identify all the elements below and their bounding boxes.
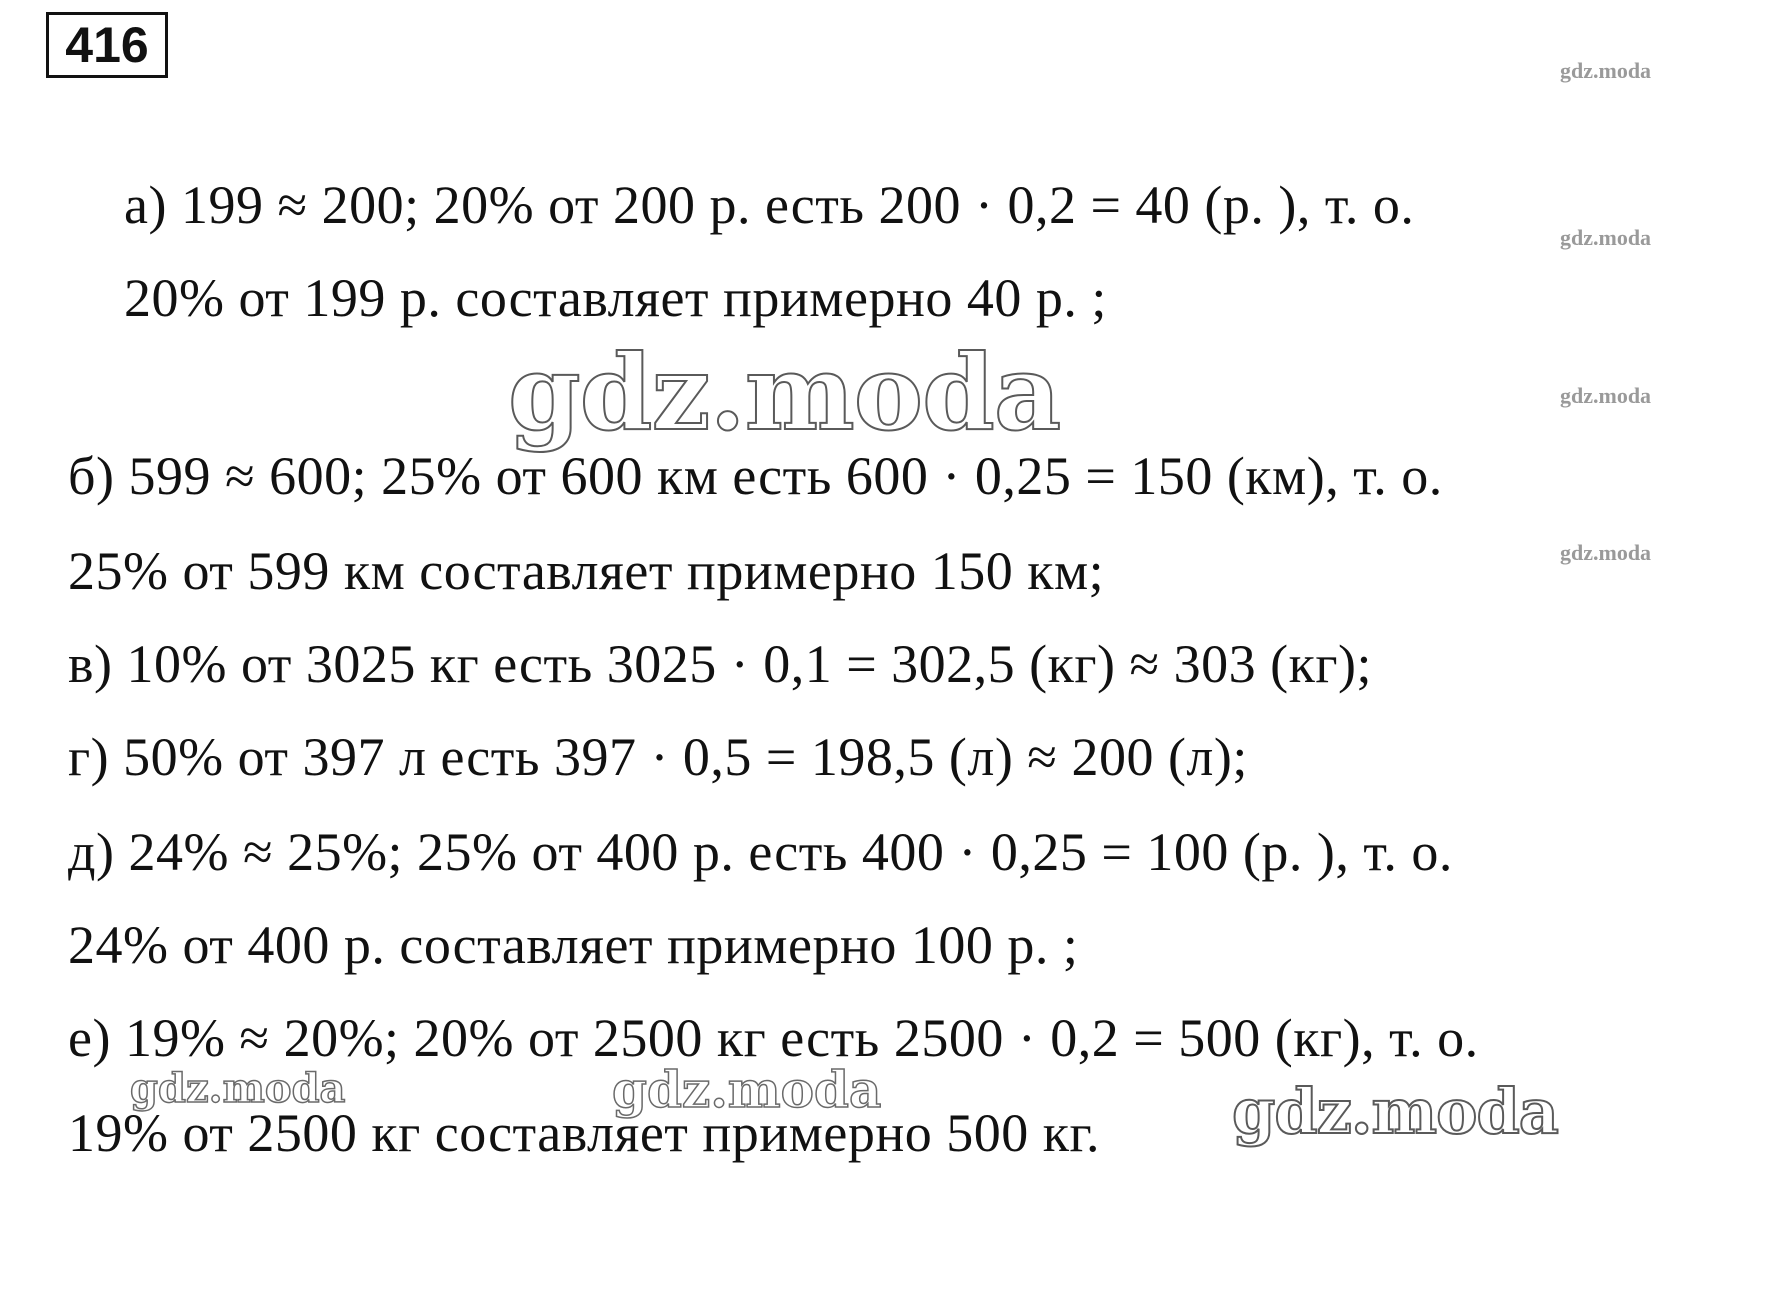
watermark-medium-1: gdz.moda	[130, 1065, 346, 1112]
line-e-2: 19% от 2500 кг составляет примерно 500 кг.	[68, 1103, 1101, 1163]
watermark-small-4: gdz.moda	[1560, 540, 1652, 565]
line-d-1: д) 24% ≈ 25%; 25% от 400 р. есть 400 · 0,25 = 100 (р. ), т. о.	[68, 822, 1453, 882]
problem-number: 416	[46, 12, 168, 78]
line-b-2: 25% от 599 км составляет примерно 150 км;	[68, 541, 1105, 601]
watermark-large-2: gdz.moda	[1232, 1075, 1558, 1148]
watermark-small-2: gdz.moda	[1560, 225, 1652, 250]
line-a-2: 20% от 199 р. составляет примерно 40 р. ;	[124, 268, 1107, 328]
watermark-small-1: gdz.moda	[1560, 58, 1652, 83]
line-e-1: е) 19% ≈ 20%; 20% от 2500 кг есть 2500 · 0,2 = 500 (кг), т. о.	[68, 1008, 1479, 1068]
line-v: в) 10% от 3025 кг есть 3025 · 0,1 = 302,5 (кг) ≈ 303 (кг);	[68, 634, 1373, 694]
watermark-small-3: gdz.moda	[1560, 383, 1652, 408]
watermark-large-1: gdz.moda	[508, 331, 1061, 454]
line-a-1: а) 199 ≈ 200; 20% от 200 р. есть 200 · 0,2 = 40 (р. ), т. о.	[124, 175, 1415, 235]
watermark-medium-2: gdz.moda	[612, 1060, 882, 1119]
line-d-2: 24% от 400 р. составляет примерно 100 р. ;	[68, 915, 1079, 975]
line-b-1: б) 599 ≈ 600; 25% от 600 км есть 600 · 0,25 = 150 (км), т. о.	[68, 446, 1443, 506]
line-g: г) 50% от 397 л есть 397 · 0,5 = 198,5 (л) ≈ 200 (л);	[68, 727, 1248, 787]
